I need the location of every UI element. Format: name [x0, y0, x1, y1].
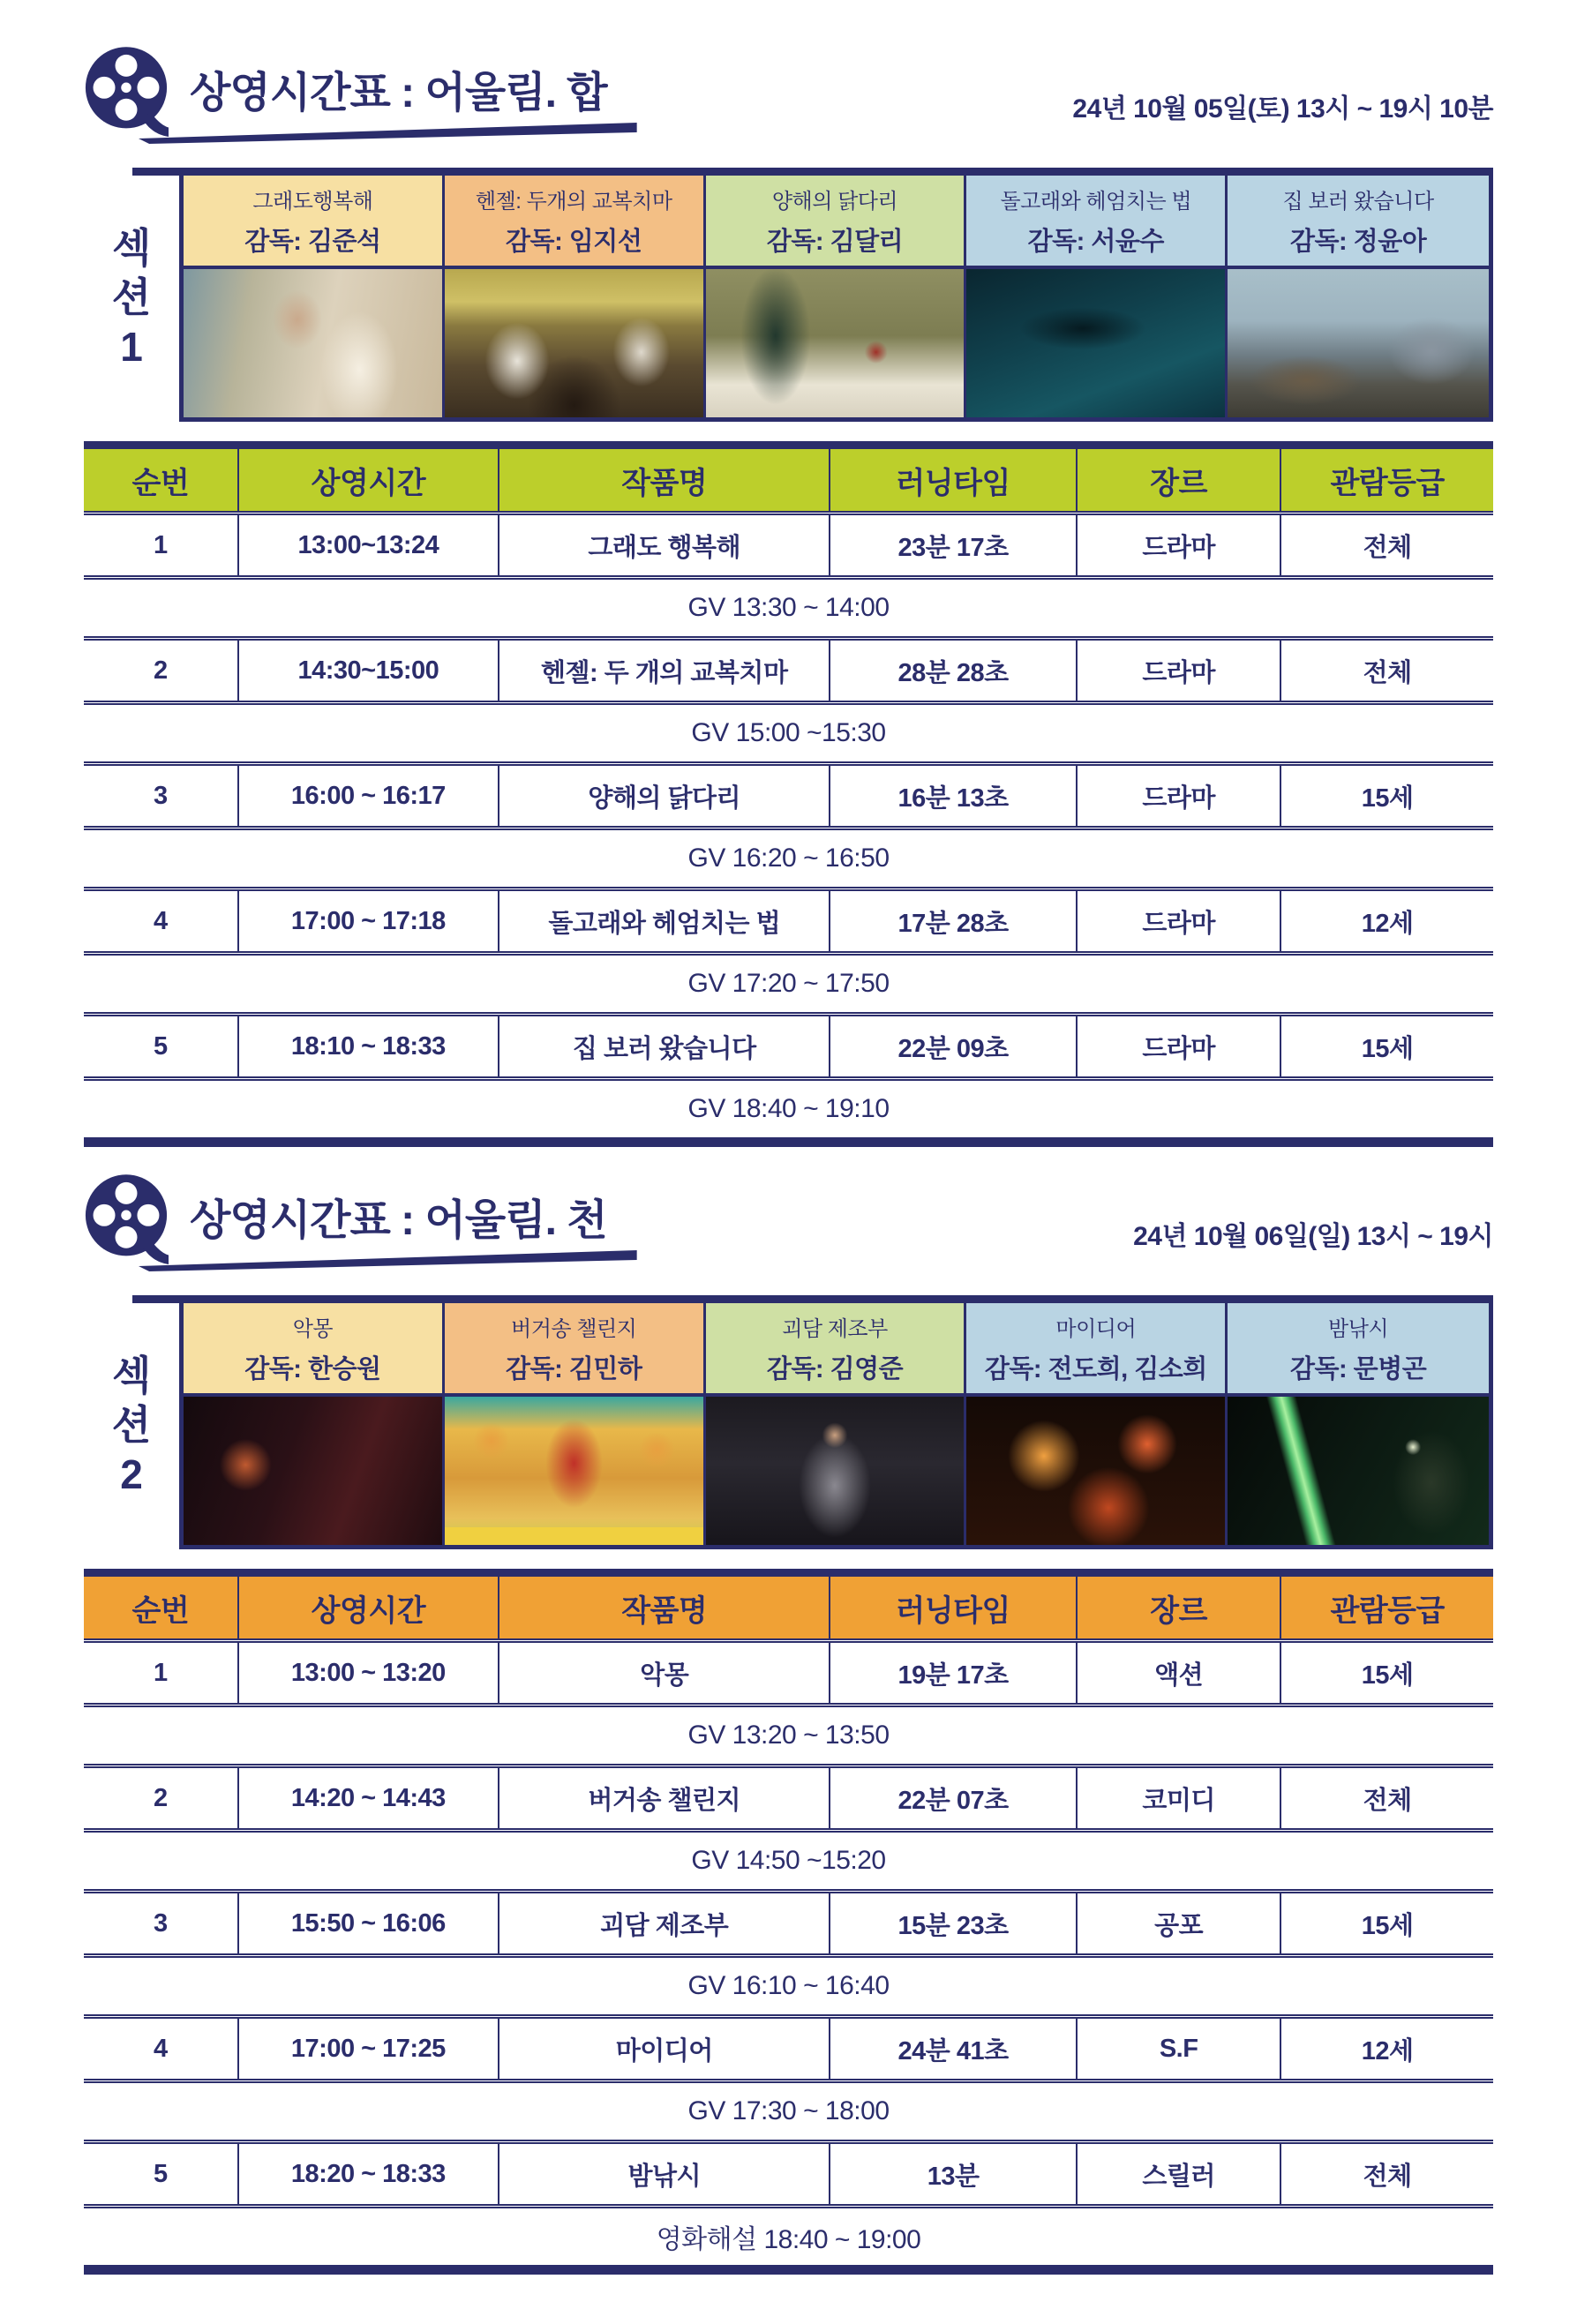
gv-break-row: GV 14:50 ~15:20	[691, 1846, 886, 1875]
cell-title: 헨젤: 두 개의 교복치마	[499, 641, 830, 701]
section-1-header	[84, 42, 1493, 155]
film-director: 감독: 문병곤	[1289, 1355, 1427, 1383]
film-still-dining-room	[706, 269, 965, 417]
side-label-line: 섹	[111, 1352, 152, 1398]
cell-rating: 12세	[1361, 2036, 1414, 2065]
cell-no: 3	[84, 1893, 239, 1953]
cell-no: 3	[84, 766, 239, 826]
col-header-no: 순번	[84, 449, 239, 511]
col-header-no: 순번	[84, 1577, 239, 1638]
film-title: 그래도행복해	[252, 190, 373, 214]
cell-runtime: 13분	[830, 2144, 1077, 2204]
section-2-films	[84, 1295, 1493, 1549]
session-datetime: 24년 10월 05일(토) 13시 ~ 19시 10분	[1072, 94, 1493, 124]
cell-genre: 공포	[1078, 1893, 1282, 1953]
side-label-line: 션	[111, 274, 152, 320]
cell-title: 버거송 챌린지	[499, 1768, 830, 1828]
cell-runtime: 16분 13초	[830, 766, 1077, 826]
film-still-burgers	[445, 1397, 703, 1545]
col-header-time: 상영시간	[239, 449, 499, 511]
cell-runtime: 23분 17초	[830, 515, 1077, 575]
cell-title: 그래도 행복해	[499, 515, 830, 575]
film-title: 밤낚시	[1328, 1317, 1389, 1341]
col-header-rating: 관람등급	[1330, 466, 1445, 500]
film-card	[1228, 176, 1489, 417]
cell-time: 13:00~13:24	[239, 515, 499, 575]
divider-bar	[84, 1137, 1493, 1147]
side-label-line: 1	[120, 324, 143, 371]
cell-rating: 전체	[1363, 533, 1412, 562]
film-still-classroom	[445, 269, 703, 417]
film-director: 감독: 서윤수	[1027, 228, 1164, 256]
title-underline	[139, 1248, 637, 1271]
film-director: 감독: 정윤아	[1289, 228, 1427, 256]
cell-rating: 전체	[1363, 2162, 1412, 2191]
cell-no: 4	[84, 2019, 239, 2079]
film-title: 악몽	[292, 1317, 334, 1341]
cell-rating: 15세	[1361, 1034, 1414, 1063]
cell-time: 18:20 ~ 18:33	[239, 2144, 499, 2204]
screening-row	[84, 511, 1493, 580]
cell-genre: 드라마	[1078, 766, 1282, 826]
cell-title: 집 보러 왔습니다	[499, 1016, 830, 1076]
cell-title: 악몽	[499, 1643, 830, 1703]
section-side-label	[84, 1295, 179, 1549]
cell-time: 15:50 ~ 16:06	[239, 1893, 499, 1953]
schedule-table-1	[84, 441, 1493, 1147]
schedule-table-2	[84, 1569, 1493, 2275]
section-2-header	[84, 1170, 1493, 1283]
gv-break-row: GV 17:30 ~ 18:00	[687, 2096, 890, 2125]
col-header-title: 작품명	[499, 449, 830, 511]
screening-row	[84, 2014, 1493, 2083]
screening-row	[84, 1638, 1493, 1707]
screening-row	[84, 1889, 1493, 1958]
side-label-line: 션	[111, 1401, 152, 1448]
film-still-mother-baby	[184, 269, 442, 417]
screening-row	[84, 2140, 1493, 2208]
cell-rating: 전체	[1363, 658, 1412, 687]
col-header-genre: 장르	[1078, 449, 1282, 511]
cell-rating: 15세	[1361, 1911, 1414, 1940]
cell-time: 18:10 ~ 18:33	[239, 1016, 499, 1076]
film-card	[966, 176, 1228, 417]
film-card	[706, 176, 967, 417]
cell-runtime: 22분 09초	[830, 1016, 1077, 1076]
cell-no: 1	[84, 1643, 239, 1703]
divider-bar	[84, 1569, 1493, 1577]
cell-no: 2	[84, 641, 239, 701]
cell-rating: 전체	[1363, 1786, 1412, 1815]
film-director: 감독: 김달리	[766, 228, 904, 256]
film-card	[184, 1303, 445, 1545]
cell-runtime: 19분 17초	[830, 1643, 1077, 1703]
cell-no: 2	[84, 1768, 239, 1828]
cell-time: 14:20 ~ 14:43	[239, 1768, 499, 1828]
film-title: 돌고래와 헤엄치는 법	[1000, 190, 1192, 214]
side-label-line: 2	[120, 1451, 143, 1498]
screening-row	[84, 887, 1493, 956]
screening-row	[84, 1764, 1493, 1833]
film-still-man-in-suit	[706, 1397, 965, 1545]
film-card	[966, 1303, 1228, 1545]
film-director: 감독: 김준석	[244, 228, 381, 256]
gv-break-row: GV 16:20 ~ 16:50	[687, 843, 890, 873]
section-1-films	[84, 168, 1493, 422]
cell-genre: 드라마	[1078, 1016, 1282, 1076]
cell-rating: 15세	[1361, 1661, 1414, 1690]
cell-runtime: 24분 41초	[830, 2019, 1077, 2079]
col-header-genre: 장르	[1078, 1577, 1282, 1638]
cell-time: 17:00 ~ 17:18	[239, 891, 499, 951]
cell-title: 양해의 닭다리	[499, 766, 830, 826]
table-header-row	[84, 1577, 1493, 1638]
divider-bar	[84, 441, 1493, 449]
cell-title: 밤낚시	[499, 2144, 830, 2204]
film-title: 집 보러 왔습니다	[1282, 190, 1434, 214]
film-title: 괴담 제조부	[782, 1317, 888, 1341]
cell-no: 5	[84, 1016, 239, 1076]
divider-bar	[84, 2265, 1493, 2275]
film-card	[445, 176, 706, 417]
screening-row	[84, 761, 1493, 830]
screening-row	[84, 1012, 1493, 1081]
cell-runtime: 15분 23초	[830, 1893, 1077, 1953]
divider-bar	[132, 168, 1493, 176]
col-header-runtime: 러닝타임	[830, 449, 1077, 511]
cell-runtime: 28분 28초	[830, 641, 1077, 701]
gv-break-row: GV 18:40 ~ 19:10	[687, 1094, 890, 1123]
cell-no: 1	[84, 515, 239, 575]
film-card	[184, 176, 445, 417]
cell-title: 돌고래와 헤엄치는 법	[499, 891, 830, 951]
gv-break-row: GV 13:30 ~ 14:00	[687, 593, 890, 622]
film-card	[445, 1303, 706, 1545]
cell-title: 괴담 제조부	[499, 1893, 830, 1953]
cell-runtime: 22분 07초	[830, 1768, 1077, 1828]
cell-rating: 12세	[1361, 909, 1414, 938]
col-header-rating: 관람등급	[1330, 1593, 1445, 1628]
section-title: 상영시간표 : 어울림. 천	[190, 1197, 607, 1244]
film-director: 감독: 김영준	[766, 1355, 904, 1383]
gv-break-row: GV 15:00 ~15:30	[691, 718, 886, 747]
cell-genre: 드라마	[1078, 515, 1282, 575]
film-still-night-fishing	[1228, 1397, 1489, 1545]
cell-rating: 15세	[1361, 783, 1414, 813]
gv-break-row: 영화해설 18:40 ~ 19:00	[656, 2225, 921, 2254]
cell-genre: 드라마	[1078, 641, 1282, 701]
cell-genre: 액션	[1078, 1643, 1282, 1703]
film-still-dark-interior	[184, 1397, 442, 1545]
section-side-label	[84, 168, 179, 422]
cell-runtime: 17분 28초	[830, 891, 1077, 951]
cell-no: 4	[84, 891, 239, 951]
gv-break-row: GV 13:20 ~ 13:50	[687, 1721, 890, 1750]
film-still-underwater	[966, 269, 1225, 417]
film-director: 감독: 김민하	[506, 1355, 642, 1383]
cell-genre: 드라마	[1078, 891, 1282, 951]
cell-genre: S.F	[1078, 2019, 1282, 2079]
divider-bar	[132, 1295, 1493, 1303]
film-title: 버거송 챌린지	[511, 1317, 637, 1341]
film-title: 양해의 닭다리	[771, 190, 898, 214]
cell-time: 16:00 ~ 16:17	[239, 766, 499, 826]
col-header-runtime: 러닝타임	[830, 1577, 1077, 1638]
film-still-cityscape	[1228, 269, 1489, 417]
session-datetime: 24년 10월 06일(일) 13시 ~ 19시	[1133, 1222, 1493, 1251]
film-director: 감독: 임지선	[506, 228, 642, 256]
film-director: 감독: 전도희, 김소희	[984, 1355, 1207, 1383]
film-card	[1228, 1303, 1489, 1545]
cell-genre: 스릴러	[1078, 2144, 1282, 2204]
cell-time: 13:00 ~ 13:20	[239, 1643, 499, 1703]
table-header-row	[84, 449, 1493, 511]
cell-title: 마이디어	[499, 2019, 830, 2079]
film-title: 헨젤: 두개의 교복치마	[475, 190, 672, 214]
gv-break-row: GV 17:20 ~ 17:50	[687, 969, 890, 998]
cell-time: 17:00 ~ 17:25	[239, 2019, 499, 2079]
title-underline	[139, 121, 637, 144]
col-header-title: 작품명	[499, 1577, 830, 1638]
screening-row	[84, 636, 1493, 705]
gv-break-row: GV 16:10 ~ 16:40	[687, 1971, 890, 2000]
cell-no: 5	[84, 2144, 239, 2204]
film-director: 감독: 한승원	[244, 1355, 381, 1383]
section-title: 상영시간표 : 어울림. 합	[190, 70, 607, 116]
cell-time: 14:30~15:00	[239, 641, 499, 701]
film-card	[706, 1303, 967, 1545]
cell-genre: 코미디	[1078, 1768, 1282, 1828]
film-title: 마이디어	[1055, 1317, 1137, 1341]
side-label-line: 섹	[111, 224, 152, 271]
film-still-fireworks	[966, 1397, 1225, 1545]
col-header-time: 상영시간	[239, 1577, 499, 1638]
